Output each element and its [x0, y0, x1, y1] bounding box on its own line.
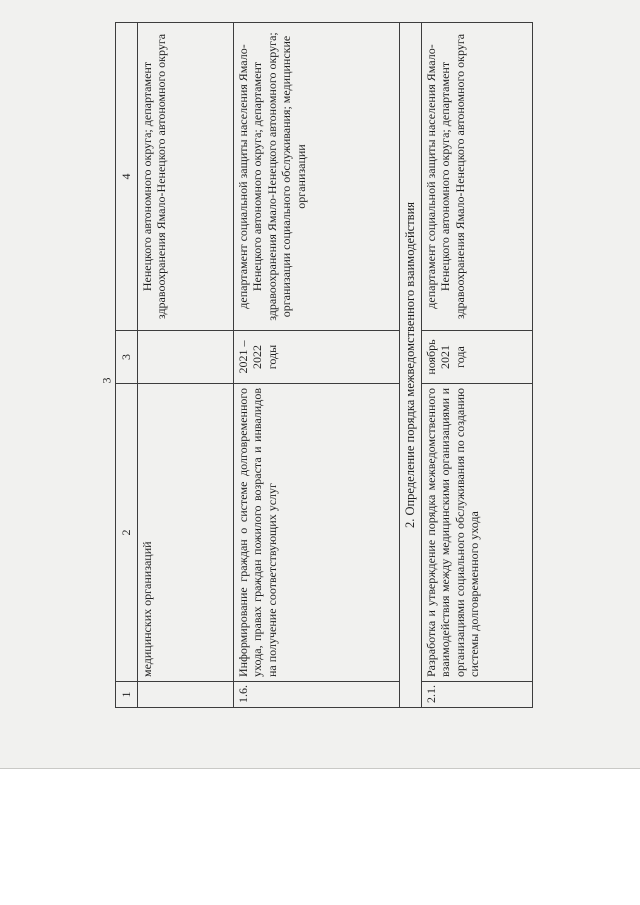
- table-row: [234, 23, 400, 708]
- row-description: Информирование граждан о системе долговременного ухода, правах граждан пожилого возраста и инвалидов на получение соответствующих услуг: [234, 384, 400, 682]
- row-responsible: Ненецкого автономного округа; департамент здравоохранения Ямало-Ненецкого автономного округа: [138, 23, 234, 331]
- header-col-3: 3: [116, 331, 138, 384]
- row-number: [138, 682, 234, 708]
- page-number: 3: [99, 377, 114, 384]
- rotated-table-sheet: [115, 23, 533, 708]
- row-term: 2021 – 2022 годы: [234, 331, 400, 384]
- header-col-2: 2: [116, 384, 138, 682]
- row-description: Разработка и утверждение порядка межведомственного взаимодействия между медицинскими организациями и организациями социального обслуживания по созданию системы долговременного ухода: [422, 384, 533, 682]
- row-number: 1.6.: [234, 682, 400, 708]
- header-col-4: 4: [116, 23, 138, 331]
- table-row: [422, 23, 533, 708]
- table-header-row: [116, 23, 138, 708]
- row-responsible: департамент социальной защиты населения Ямало-Ненецкого автономного округа; департамент здравоохранения Ямало-Ненецкого автономного округа; организации социального обслуживания; медицинские организации: [234, 23, 400, 331]
- section-title: 2. Определение порядка межведомственного взаимодействия: [400, 23, 422, 708]
- row-term: [138, 331, 234, 384]
- action-plan-table: [115, 22, 533, 708]
- table-row: [138, 23, 234, 708]
- header-col-1: 1: [116, 682, 138, 708]
- row-responsible: департамент социальной защиты населения Ямало-Ненецкого автономного округа; департамент здравоохранения Ямало-Ненецкого автономного округа: [422, 23, 533, 331]
- row-description: медицинских организаций: [138, 384, 234, 682]
- row-number: 2.1.: [422, 682, 533, 708]
- row-term: ноябрь 2021 года: [422, 331, 533, 384]
- section-heading-row: [400, 23, 422, 708]
